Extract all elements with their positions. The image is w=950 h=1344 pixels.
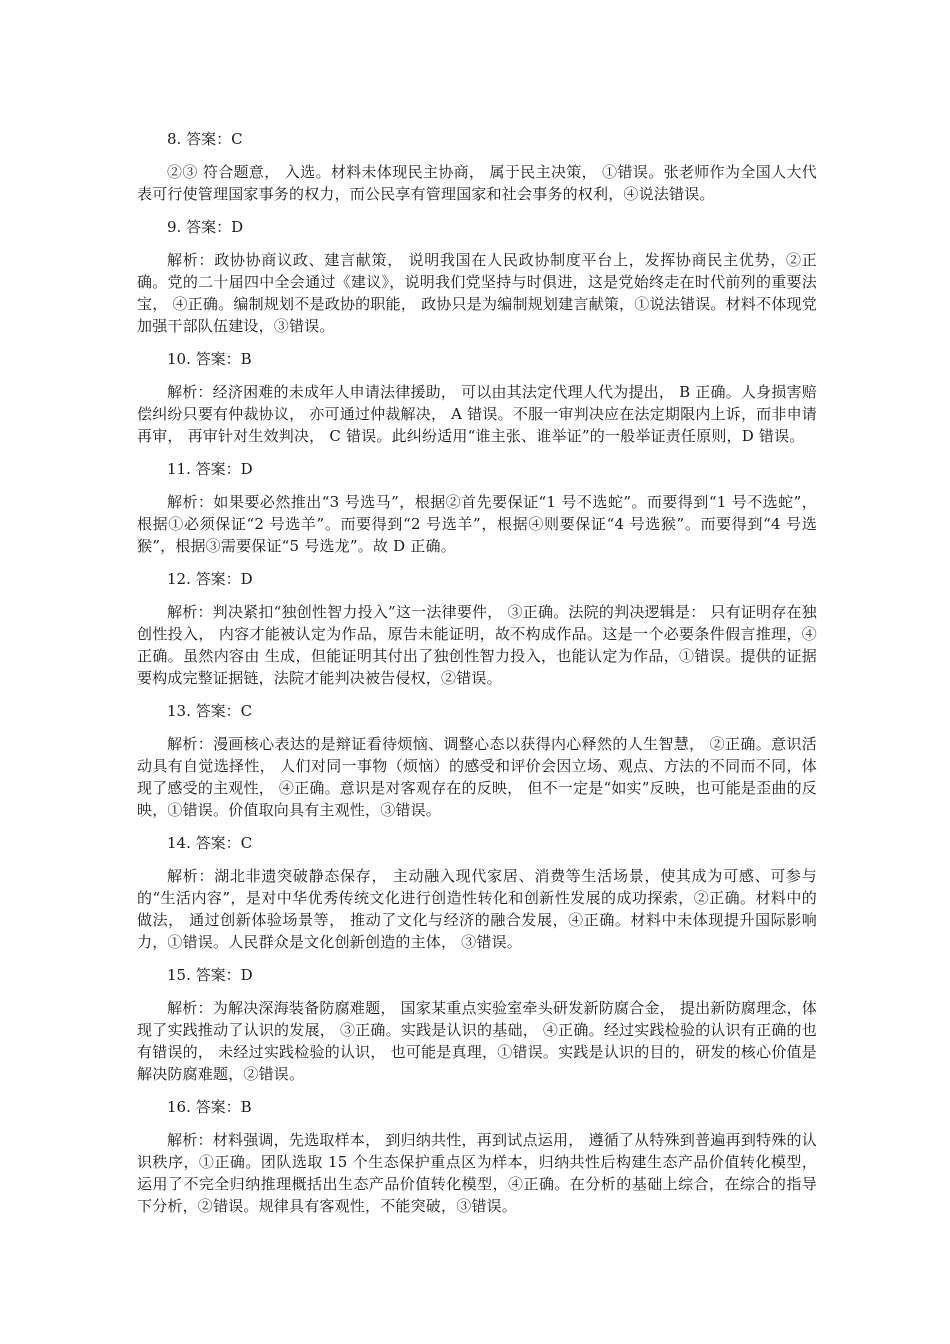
- answer-12-explanation: 解析：判决紧扣“独创性智力投入”这一法律要件， ③正确。法院的判决逻辑是： 只有证明存在独创性投入， 内容才能被认定为作品，原告未能证明，故不构成作品。这是一个必要条件假言推理，④正确。虽然内容由 生成，但能证明其付出了独创性智力投入，也能认定为作品，①错误。提供的证据要构成完整证据链，法院才能判决被告侵权，②错误。: [137, 603, 817, 687]
- answer-13-explanation: 解析：漫画核心表达的是辩证看待烦恼、调整心态以获得内心释然的人生智慧， ②正确。意识活动具有自觉选择性， 人们对同一事物（烦恼）的感受和评价会因立场、观点、方法的不同而不同，体现了感受的主观性， ④正确。意识是对客观存在的反映， 但不一定是“如实”反映，也可能是歪曲的反映，①错误。价值取向具有主观性，③错误。: [137, 735, 817, 819]
- answer-12-heading: 12. 答案：D: [167, 570, 253, 588]
- answer-11-explanation: 解析：如果要必然推出“3 号选马”，根据②首先要保证“1 号不选蛇”。而要得到“1 号不选蛇”，根据①必须保证“2 号选羊”。而要得到“2 号选羊”，根据④则要保证“4 号选猴”。而要得到“4 号选猴”，根据③需要保证“5 号选龙”。故 D 正确。: [137, 493, 817, 555]
- answer-key-content: [137, 128, 817, 1228]
- answer-16-explanation: 解析：材料强调，先选取样本， 到归纳共性，再到试点运用， 遵循了从特殊到普遍再到特殊的认识秩序，①正确。团队选取 15 个生态保护重点区为样本，归纳共性后构建生态产品价值转化模型，运用了不完全归纳推理概括出生态产品价值转化模型，④正确。在分析的基础上综合，在综合的指导下分析，②错误。规律具有客观性，不能突破，③错误。: [137, 1131, 817, 1215]
- answer-11-heading: 11. 答案：D: [167, 460, 253, 478]
- answer-9-explanation: 解析：政协协商议政、建言献策， 说明我国在人民政协制度平台上，发挥协商民主优势，②正确。党的二十届四中全会通过《建议》，说明我们党坚持与时俱进，这是党始终走在时代前列的重要法宝， ④正确。编制规划不是政协的职能， 政协只是为编制规划建言献策，①说法错误。材料不体现党加强干部队伍建设，③错误。: [137, 251, 817, 335]
- answer-15-explanation: 解析：为解决深海装备防腐难题， 国家某重点实验室牵头研发新防腐合金， 提出新防腐理念，体现了实践推动了认识的发展， ③正确。实践是认识的基础， ④正确。经过实践检验的认识有正确的也有错误的， 未经过实践检验的认识， 也可能是真理，①错误。实践是认识的目的，研发的核心价值是解决防腐难题，②错误。: [137, 999, 817, 1083]
- answer-15-heading: 15. 答案：D: [167, 966, 253, 984]
- answer-8-heading: 8. 答案：C: [167, 130, 243, 148]
- answer-13-heading: 13. 答案：C: [167, 702, 253, 720]
- answer-9-heading: 9. 答案：D: [167, 218, 244, 236]
- answer-10-explanation: 解析：经济困难的未成年人申请法律援助， 可以由其法定代理人代为提出， B 正确。人身损害赔偿纠纷只要有仲裁协议， 亦可通过仲裁解决， A 错误。不服一审判决应在法定期限内上诉，而非申请再审， 再审针对生效判决， C 错误。此纠纷适用“谁主张、谁举证”的一般举证责任原则，D 错误。: [137, 383, 817, 445]
- answer-14-explanation: 解析：湖北非遗突破静态保存， 主动融入现代家居、消费等生活场景，使其成为可感、可参与的“生活内容”，是对中华优秀传统文化进行创造性转化和创新性发展的成功探索，②正确。材料中的做法， 通过创新体验场景等， 推动了文化与经济的融合发展，④正确。材料中未体现提升国际影响力，①错误。人民群众是文化创新创造的主体， ③错误。: [137, 867, 817, 951]
- answer-14-heading: 14. 答案：C: [167, 834, 253, 852]
- answer-8-explanation: ②③ 符合题意， 入选。材料未体现民主协商， 属于民主决策， ①错误。张老师作为全国人大代表可行使管理国家事务的权力，而公民享有管理国家和社会事务的权利，④说法错误。: [137, 163, 817, 203]
- answer-10-heading: 10. 答案：B: [167, 350, 252, 368]
- answer-16-heading: 16. 答案：B: [167, 1098, 252, 1116]
